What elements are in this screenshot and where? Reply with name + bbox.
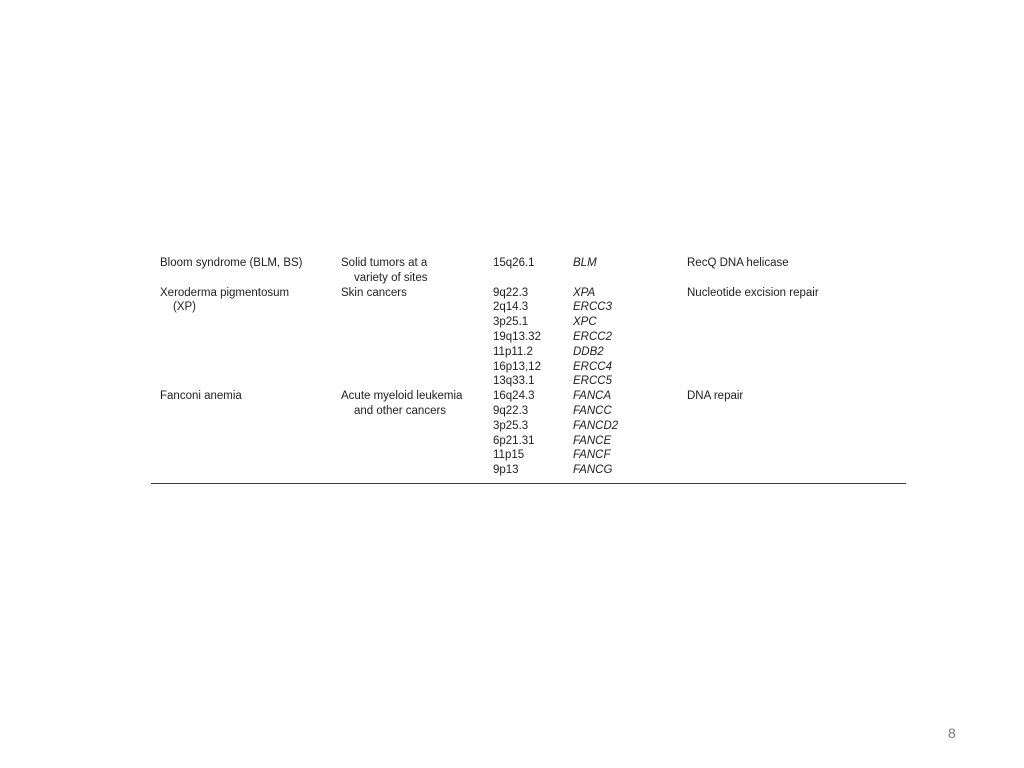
gene-cell [573, 256, 653, 271]
function-cell [687, 256, 897, 271]
gene-function: DNA repair [687, 390, 744, 403]
cancer-type-line: Solid tumors at a [341, 257, 428, 269]
gene-symbol: FANCF [573, 449, 611, 462]
table-row [152, 389, 906, 478]
cancer-type-line: Acute myeloid leukemia [341, 390, 463, 403]
disorder-name: Xeroderma pigmentosum [160, 286, 290, 299]
gene-cell [573, 286, 653, 390]
gene-symbol: XPC [573, 316, 597, 329]
cancer-cell [341, 286, 491, 301]
disorder-name: (XP) [173, 301, 196, 314]
gene-symbol: ERCC5 [573, 375, 612, 388]
chromosome-locus: 3p25.3 [493, 419, 529, 432]
table-row [152, 256, 906, 286]
cancer-type-line: Skin cancers [341, 286, 407, 299]
gene-symbol: ERCC4 [573, 360, 612, 373]
gene-symbol: FANCE [573, 434, 612, 447]
page-number: 8 [948, 725, 956, 741]
cancer-type-line: and other cancers [354, 404, 447, 417]
gene-symbol: FANCC [573, 404, 612, 417]
gene-symbol: FANCD2 [573, 419, 619, 432]
function-cell [687, 286, 897, 301]
gene-symbol: FANCG [573, 464, 613, 477]
disorder-name: Fanconi anemia [160, 390, 242, 403]
chromosome-locus: 16q24.3 [493, 390, 535, 403]
cancer-type-line: variety of sites [354, 271, 428, 284]
chromosome-locus: 15q26.1 [493, 257, 535, 269]
chromosome-locus: 13q33.1 [493, 375, 535, 388]
gene-function: Nucleotide excision repair [687, 286, 819, 299]
chromosome-locus: 9q22.3 [493, 286, 529, 299]
chromosome-locus: 19q13.32 [493, 330, 541, 343]
gene-symbol: ERCC3 [573, 301, 612, 314]
table-row [152, 286, 906, 390]
disorder-name: Bloom syndrome (BLM, BS) [160, 257, 303, 269]
cancer-cell [341, 256, 491, 286]
gene-symbol: XPA [573, 286, 596, 299]
gene-symbol: BLM [573, 257, 597, 269]
genetic-disorders-table [152, 256, 906, 478]
chromosome-locus: 6p21.31 [493, 434, 535, 447]
gene-symbol: FANCA [573, 390, 612, 403]
disorder-cell [160, 256, 330, 271]
disorder-cell [160, 286, 330, 316]
locus-cell [493, 256, 573, 271]
gene-symbol: ERCC2 [573, 330, 612, 343]
chromosome-locus: 11p15 [493, 449, 525, 462]
gene-cell [573, 389, 653, 478]
chromosome-locus: 3p25.1 [493, 316, 529, 329]
chromosome-locus: 9p13 [493, 464, 519, 477]
chromosome-locus: 2q14.3 [493, 301, 529, 314]
gene-symbol: DDB2 [573, 345, 604, 358]
locus-cell [493, 389, 573, 478]
locus-cell [493, 286, 573, 390]
chromosome-locus: 11p11.2 [493, 345, 533, 358]
gene-function: RecQ DNA helicase [687, 257, 789, 269]
disorder-cell [160, 389, 330, 404]
chromosome-locus: 16p13,12 [493, 360, 541, 373]
function-cell [687, 389, 897, 404]
chromosome-locus: 9q22.3 [493, 404, 529, 417]
cancer-cell [341, 389, 491, 419]
table-bottom-rule [151, 483, 906, 484]
